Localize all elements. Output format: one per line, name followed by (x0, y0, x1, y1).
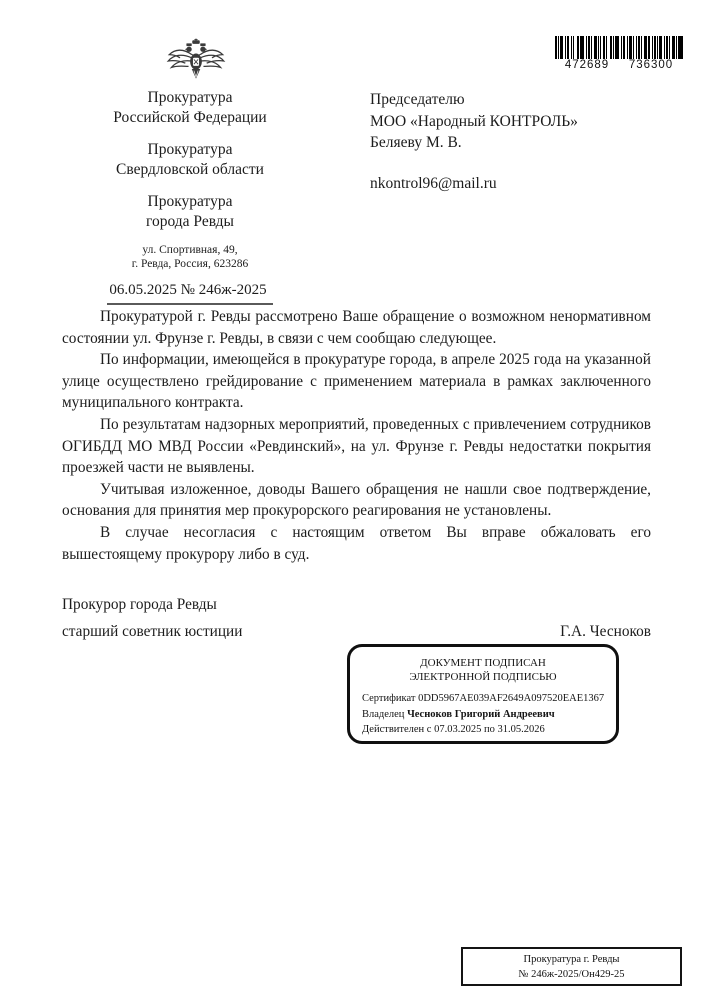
registration-footer-box (461, 947, 682, 986)
stamp-title: ДОКУМЕНТ ПОДПИСАН ЭЛЕКТРОННОЙ ПОДПИСЬЮ (409, 657, 557, 683)
org-address: ул. Спортивная, 49, г. Ревда, Россия, 623286 (131, 244, 249, 270)
org-federation: Прокуратура Российской Федерации (113, 89, 267, 126)
coat-of-arms-icon (164, 30, 228, 92)
electronic-signature-stamp (347, 644, 619, 744)
stamp-certificate: Сертификат 0DD5967AE039AF2649A097520EAE1367 (362, 693, 605, 704)
barcode-bars (555, 36, 683, 59)
signature-row (62, 623, 651, 641)
letter-body (62, 306, 651, 565)
paragraph: По результатам надзорных мероприятий, проведенных с привлечением сотрудников ОГИБДД МО МВД России «Ревдинский», на ул. Фрунзе г. Ревды недостатки покрытия проезжей части не выявлены. (62, 415, 651, 477)
paragraph: Прокуратурой г. Ревды рассмотрено Ваше обращение о возможном ненормативном состоянии ул. Фрунзе г. Ревды, в связи с чем сообщаю следующее. (62, 308, 651, 347)
recipient-name: Беляеву М. В. (370, 134, 462, 151)
signer-name: Г.А. Чесноков (560, 623, 651, 640)
stamp-validity: Действителен с 07.03.2025 по 31.05.2026 (362, 724, 545, 735)
recipient-email: nkontrol96@mail.ru (370, 174, 497, 192)
reference-number: 06.05.2025 № 246ж-2025 (107, 281, 272, 305)
letterhead (70, 88, 310, 305)
signer-position: Прокурор города Ревды (62, 596, 217, 613)
stamp-owner: Владелец Чесноков Григорий Андреевич (362, 708, 555, 720)
footer-org: Прокуратура г. Ревды (523, 954, 620, 965)
recipient-block (370, 89, 670, 194)
paragraph: Учитывая изложенное, доводы Вашего обращения не нашли свое подтверждение, основания для принятия мер прокурорского реагирования не установлены. (62, 480, 651, 520)
recipient-organization: МОО «Народный КОНТРОЛЬ» (370, 112, 578, 130)
barcode (555, 36, 683, 71)
barcode-digits-right: 736300 (628, 59, 674, 71)
signer-rank: старший советник юстиции (62, 623, 243, 640)
footer-number: № 246ж-2025/Он429-25 (518, 968, 625, 980)
paragraph: В случае несогласия с настоящим ответом Вы вправе обжаловать его вышестоящему прокурору либо в суд. (62, 523, 651, 563)
recipient-title: Председателю (370, 91, 465, 108)
org-city: Прокуратура города Ревды (146, 193, 234, 230)
org-region: Прокуратура Свердловской области (116, 141, 264, 178)
paragraph: По информации, имеющейся в прокуратуре города, в апреле 2025 года на указанной улице осуществлено грейдирование с применением материала в рамках заключенного муниципального контракта. (62, 351, 651, 412)
barcode-digits-left: 472689 (564, 59, 610, 71)
